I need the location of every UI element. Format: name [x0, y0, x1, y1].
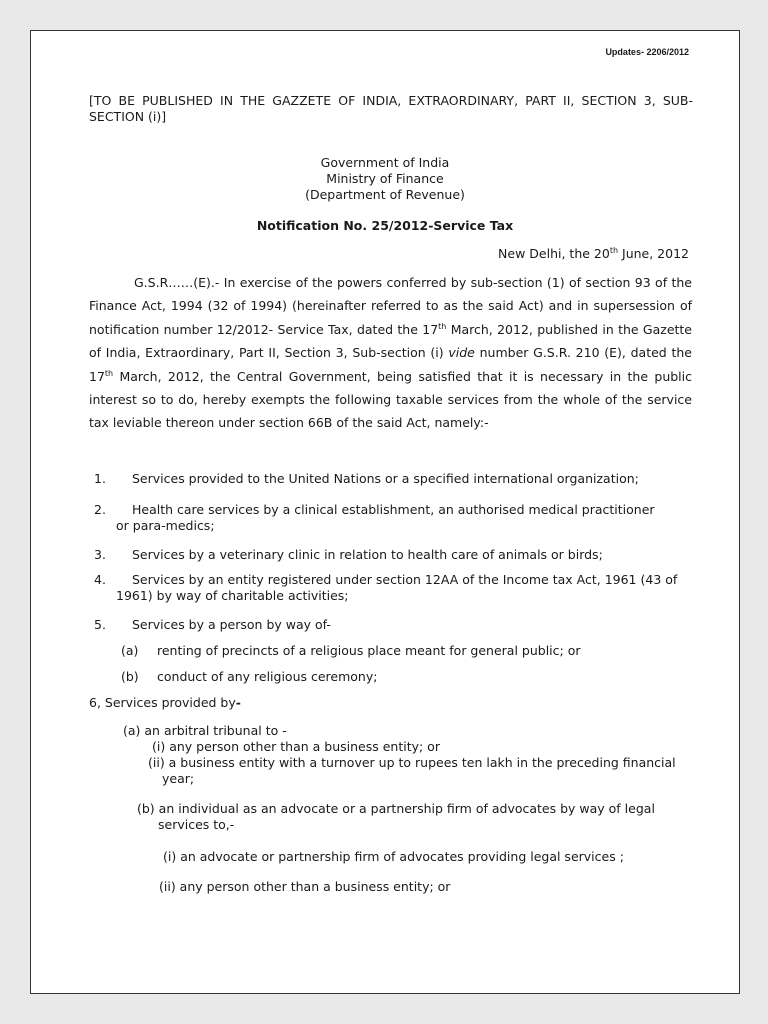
list-item-1 [94, 471, 694, 487]
list-item-2 [94, 502, 694, 534]
item-6-a-ii [148, 755, 713, 787]
item-text: Services by a veterinary clinic in relation to health care of animals or birds; [132, 547, 603, 562]
item-number: 5. [94, 617, 106, 632]
item-5-sub-b [121, 669, 701, 685]
list-item-3 [94, 547, 694, 563]
document-page [30, 30, 740, 994]
item-6-a-head: (a) an arbitral tribunal to - [123, 723, 287, 738]
list-item-6-heading [89, 695, 689, 711]
item-6-head: 6, Services provided by [89, 695, 236, 710]
department-label: (Department of Revenue) [305, 187, 465, 202]
item-text: Services by an entity registered under section 12AA of the Income tax Act, 1961 (43 of [132, 572, 678, 587]
item-number: 4. [94, 572, 106, 587]
header-line-1: [TO BE PUBLISHED IN THE GAZZETE OF INDIA, EXTRAORDINARY, PART II, SECTION 3, SUB- [89, 93, 693, 108]
item-6-b-i: (i) an advocate or partnership firm of advocates providing legal services ; [163, 849, 624, 864]
date-line [498, 246, 689, 262]
sub-text: conduct of any religious ceremony; [157, 669, 378, 684]
list-item-5 [94, 617, 694, 633]
government-label: Government of India [320, 155, 450, 170]
item-6-a-ii-cont: year; [162, 771, 195, 786]
date-rest: June, 2012 [618, 246, 689, 261]
sub-label: (b) [121, 669, 139, 684]
date-prefix: New Delhi, the 20 [498, 246, 610, 261]
main-paragraph [89, 271, 692, 435]
item-6-b-ii: (ii) any person other than a business entity; or [159, 879, 451, 894]
item-text: Services by a person by way of- [132, 617, 331, 632]
issuing-authority [31, 155, 739, 203]
para-part-2: March, 2012, published in the Gazette of India, Extraordinary, Part II, Section 3, Sub-section (i) [89, 321, 693, 361]
para-sup-1: th [438, 321, 447, 331]
para-part-3: number G.S.R. 210 (E), dated the 17 [89, 345, 692, 384]
item-6-b-cont: services to,- [158, 817, 235, 832]
item-text-cont: 1961) by way of charitable activities; [116, 588, 349, 603]
item-5-sub-a [121, 643, 701, 659]
item-6-dash: - [235, 695, 241, 710]
item-6-b-text: (b) an individual as an advocate or a partnership firm of advocates by way of legal [137, 801, 655, 816]
header-line-2: SECTION (i)] [89, 109, 167, 124]
list-item-4 [94, 572, 694, 604]
sub-text: renting of precincts of a religious place meant for general public; or [157, 643, 581, 658]
date-suffix: th [609, 245, 619, 255]
item-6-a-ii-text: (ii) a business entity with a turnover up to rupees ten lakh in the preceding financial [148, 755, 676, 770]
item-text-cont: or para-medics; [116, 518, 215, 533]
sub-label: (a) [121, 643, 139, 658]
item-number: 1. [94, 471, 106, 486]
item-number: 2. [94, 502, 106, 517]
item-6-a-i: (i) any person other than a business entity; or [152, 739, 440, 754]
para-sup-2: th [104, 368, 114, 378]
item-text: Services provided to the United Nations or a specified international organization; [132, 471, 639, 486]
para-vide: vide [448, 345, 475, 361]
para-part-4: March, 2012, the Central Government, being satisfied that it is necessary in the public interest so to do, hereby exempts the following taxable services from the whole of the service tax leviable thereon under section 66B of the said Act, namely:- [89, 368, 692, 431]
para-part-1: G.S.R……(E).- In exercise of the powers conferred by sub-section (1) of section 93 of the Finance Act, 1994 (32 of 1994) (hereinafter referred to as the said Act) and in supersession of notification number 12/2012- Service Tax, dated the 17 [89, 275, 692, 337]
item-6-b-head [137, 801, 707, 833]
ministry-label: Ministry of Finance [326, 171, 444, 186]
item-text: Health care services by a clinical establishment, an authorised medical practitioner [132, 502, 655, 517]
notification-title: Notification No. 25/2012-Service Tax [256, 218, 514, 233]
publication-header [89, 93, 693, 125]
updates-note: Updates- 2206/2012 [605, 47, 689, 57]
item-number: 3. [94, 547, 106, 562]
